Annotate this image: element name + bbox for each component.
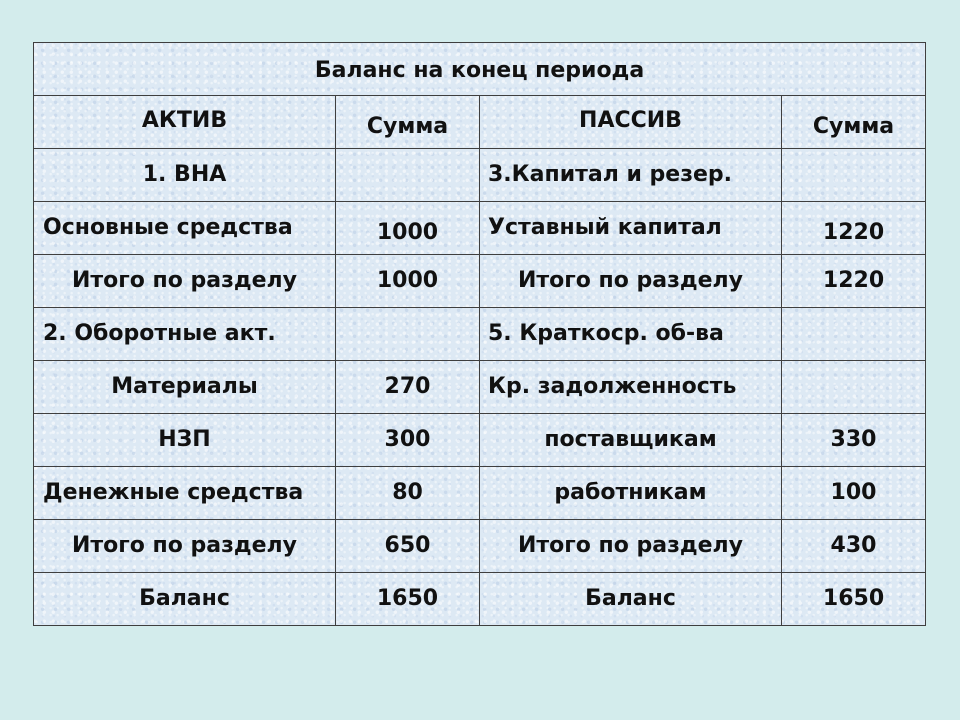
table-row	[34, 573, 926, 626]
liability-cell: Итого по разделу	[480, 255, 782, 308]
liability-sum-cell: 1220	[782, 255, 926, 308]
table-row	[34, 520, 926, 573]
table-row	[34, 414, 926, 467]
asset-cell: Баланс	[34, 573, 336, 626]
asset-sum-cell: 1650	[336, 573, 480, 626]
asset-cell: Основные средства	[34, 202, 336, 255]
liability-sum-cell: 100	[782, 467, 926, 520]
table-row	[34, 202, 926, 255]
table-title: Баланс на конец периода	[34, 43, 926, 96]
header-liabilities-sum: Сумма	[782, 96, 926, 149]
liability-sum-cell	[782, 361, 926, 414]
asset-cell: 2. Оборотные акт.	[34, 308, 336, 361]
liability-cell: работникам	[480, 467, 782, 520]
title-row	[34, 43, 926, 96]
asset-cell: НЗП	[34, 414, 336, 467]
asset-sum-cell	[336, 149, 480, 202]
liability-sum-cell	[782, 308, 926, 361]
liability-cell: Кр. задолженность	[480, 361, 782, 414]
table-row	[34, 308, 926, 361]
asset-sum-cell: 270	[336, 361, 480, 414]
asset-sum-cell: 650	[336, 520, 480, 573]
liability-cell: Уставный капитал	[480, 202, 782, 255]
asset-sum-cell: 300	[336, 414, 480, 467]
header-assets: АКТИВ	[34, 96, 336, 149]
liability-sum-cell: 330	[782, 414, 926, 467]
liability-sum-cell: 1220	[782, 202, 926, 255]
asset-sum-cell	[336, 308, 480, 361]
liability-sum-cell	[782, 149, 926, 202]
header-row	[34, 96, 926, 149]
asset-sum-cell: 1000	[336, 255, 480, 308]
asset-sum-cell: 80	[336, 467, 480, 520]
liability-cell: 5. Краткоср. об-ва	[480, 308, 782, 361]
header-assets-sum: Сумма	[336, 96, 480, 149]
liability-cell: 3.Капитал и резер.	[480, 149, 782, 202]
asset-cell: Итого по разделу	[34, 255, 336, 308]
asset-cell: Денежные средства	[34, 467, 336, 520]
table-row	[34, 467, 926, 520]
liability-cell: поставщикам	[480, 414, 782, 467]
asset-cell: Материалы	[34, 361, 336, 414]
table-row	[34, 255, 926, 308]
liability-cell: Баланс	[480, 573, 782, 626]
header-liabilities: ПАССИВ	[480, 96, 782, 149]
asset-cell: 1. ВНА	[34, 149, 336, 202]
asset-sum-cell: 1000	[336, 202, 480, 255]
balance-table	[33, 42, 926, 626]
liability-sum-cell: 430	[782, 520, 926, 573]
table-row	[34, 361, 926, 414]
liability-cell: Итого по разделу	[480, 520, 782, 573]
liability-sum-cell: 1650	[782, 573, 926, 626]
asset-cell: Итого по разделу	[34, 520, 336, 573]
table-row	[34, 149, 926, 202]
